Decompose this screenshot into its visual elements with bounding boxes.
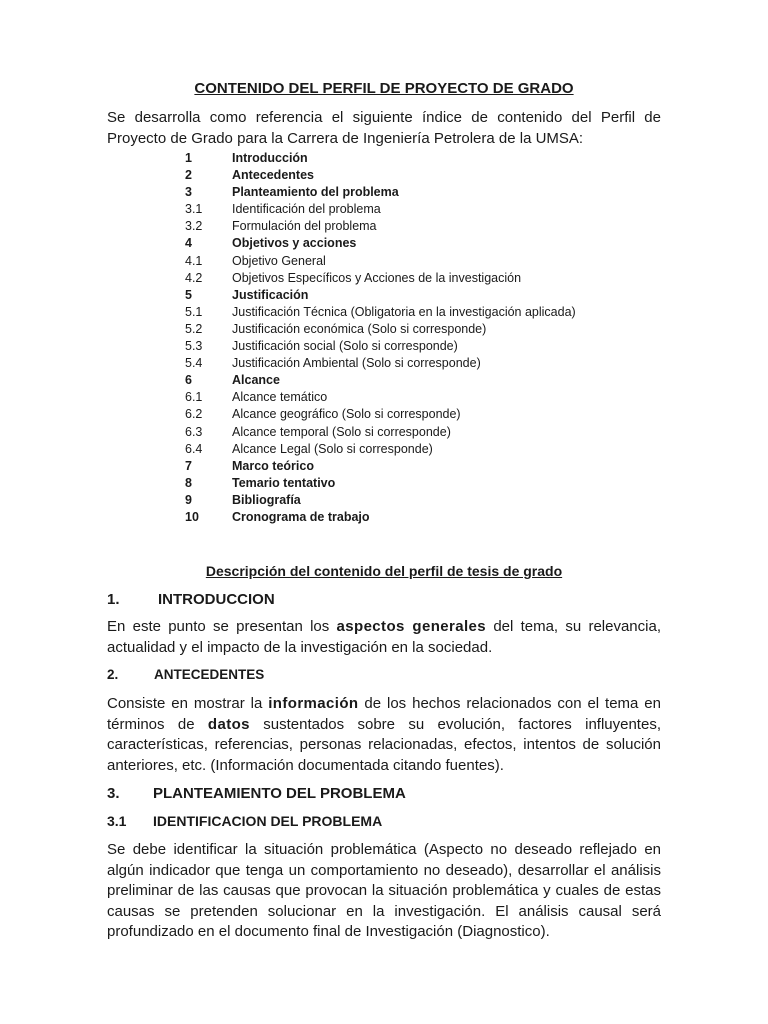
toc-item-label: Justificación económica (Solo si corresponde) (232, 321, 487, 336)
toc-item (185, 424, 665, 441)
toc-item (185, 287, 665, 304)
section-3-1-line-5: profundizado en el documento final de Investigación (Diagnostico). (107, 923, 550, 940)
section-3-1-paragraph (107, 840, 661, 943)
section-2-text: términos de (107, 715, 195, 733)
section-1-title: INTRODUCCION (158, 591, 275, 608)
document-title: CONTENIDO DEL PERFIL DE PROYECTO DE GRADO (194, 80, 574, 97)
toc-item-number: 6.4 (185, 441, 203, 456)
toc-item-number: 4 (185, 236, 192, 251)
toc-item-label: Temario tentativo (232, 475, 336, 490)
toc-item-number: 5.1 (185, 304, 203, 319)
toc-item-label: Alcance temporal (Solo si corresponde) (232, 424, 451, 439)
toc-item-number: 8 (185, 475, 192, 490)
toc-item (185, 167, 665, 184)
toc-item-label: Cronograma de trabajo (232, 509, 370, 524)
section-3-1-line-3: preliminar de las causas que provocan la situación problemática y cuales de estas (107, 882, 661, 899)
toc-item-number: 6.1 (185, 390, 203, 405)
section-2-heading (107, 667, 264, 682)
section-1-heading (107, 591, 275, 608)
toc-item-label: Identificación del problema (232, 202, 381, 217)
toc-item-number: 4.1 (185, 253, 203, 268)
toc-item-number: 6 (185, 373, 192, 388)
section-2-line-1 (107, 694, 661, 715)
toc-item-number: 1 (185, 151, 192, 165)
toc-item-number: 6.3 (185, 424, 203, 439)
toc-item (185, 304, 665, 321)
section-2-number: 2. (107, 667, 119, 682)
section-2-line-2 (107, 715, 661, 736)
section-3-1-line-4: causas se pretenden solucionar en la investigación. El análisis causal será (107, 902, 661, 920)
intro-paragraph (107, 108, 661, 149)
toc-item-number: 10 (185, 509, 199, 524)
toc-item-number: 6.2 (185, 407, 203, 422)
toc-item-number: 4.2 (185, 270, 203, 285)
toc-item-label: Formulación del problema (232, 219, 377, 234)
section-2-line-4: anteriores, etc. (Información documentada citando fuentes). (107, 756, 504, 774)
toc-item (185, 338, 665, 355)
toc-item (185, 441, 665, 458)
section-2-emphasis: información (268, 695, 359, 712)
section-1-text: En este punto se presentan los (107, 618, 330, 635)
description-subtitle: Descripción del contenido del perfil de tesis de grado (205, 563, 563, 579)
section-1-number: 1. (107, 591, 120, 608)
section-1-emphasis: aspectos generales (336, 618, 487, 635)
toc-item-label: Planteamiento del problema (232, 185, 399, 200)
toc-item-label: Alcance geográfico (Solo si corresponde) (232, 407, 461, 422)
section-3-number: 3. (107, 785, 120, 802)
toc-item (185, 355, 665, 372)
intro-line-2: Proyecto de Grado para la Carrera de Ingeniería Petrolera de la UMSA: (107, 129, 584, 147)
toc-item-number: 5.3 (185, 339, 203, 354)
toc-item (185, 389, 665, 406)
section-2-text: sustentados sobre su evolución, factores influyentes, (263, 715, 661, 733)
toc-item-number: 2 (185, 168, 192, 183)
table-of-contents (185, 150, 665, 526)
toc-item (185, 270, 665, 287)
toc-item-label: Antecedentes (232, 168, 314, 183)
toc-item-label: Objetivos y acciones (232, 236, 357, 251)
section-3-1-title: IDENTIFICACION DEL PROBLEMA (153, 813, 383, 829)
section-1-text: del tema, su relevancia, (493, 618, 661, 635)
section-3-1-line-2: algún indicador que tenga un comportamiento no deseado), desarrollar el análisis (107, 861, 661, 879)
section-3-1-number: 3.1 (107, 813, 127, 829)
toc-item (185, 458, 665, 475)
section-2-title: ANTECEDENTES (154, 667, 265, 682)
toc-item-number: 7 (185, 458, 192, 473)
toc-item-label: Justificación (232, 287, 309, 302)
toc-item (185, 492, 665, 509)
toc-item (185, 406, 665, 423)
section-1-paragraph (107, 617, 661, 658)
toc-item-label: Bibliografía (232, 492, 301, 507)
toc-item (185, 253, 665, 270)
toc-item-label: Introducción (232, 151, 308, 165)
section-2-emphasis: datos (207, 715, 250, 733)
toc-item-label: Justificación Técnica (Obligatoria en la investigación aplicada) (232, 304, 576, 319)
toc-item-number: 9 (185, 492, 192, 507)
toc-item (185, 321, 665, 338)
toc-item (185, 184, 665, 201)
toc-item-label: Objetivo General (232, 253, 326, 268)
toc-item-number: 3 (185, 185, 192, 200)
toc-item (185, 150, 665, 167)
section-3-heading (107, 785, 406, 802)
toc-item-label: Alcance Legal (Solo si corresponde) (232, 441, 433, 456)
toc-item (185, 201, 665, 218)
toc-item-number: 3.2 (185, 219, 203, 234)
toc-item-label: Alcance temático (232, 390, 328, 405)
section-3-1-line-1: Se debe identificar la situación problemática (Aspecto no deseado reflejado en (107, 841, 661, 858)
section-3-1-heading (107, 813, 382, 829)
toc-item-number: 5.2 (185, 321, 203, 336)
section-1-line-1 (107, 617, 661, 638)
section-2-line-3: características, referencias, personas relacionadas, efectos, intentos de solución (107, 736, 661, 753)
toc-item (185, 475, 665, 492)
toc-item (185, 509, 665, 526)
section-2-text: Consiste en mostrar la (107, 695, 263, 712)
toc-item-number: 3.1 (185, 202, 203, 217)
section-2-paragraph (107, 694, 661, 776)
toc-item-number: 5 (185, 287, 192, 302)
toc-item-number: 5.4 (185, 356, 203, 371)
toc-item (185, 372, 665, 389)
section-2-text: de los hechos relacionados con el tema en (364, 695, 661, 712)
section-3-title: PLANTEAMIENTO DEL PROBLEMA (153, 785, 406, 802)
toc-item (185, 235, 665, 252)
intro-line-1: Se desarrolla como referencia el siguiente índice de contenido del Perfil de (107, 109, 661, 126)
toc-item-label: Objetivos Específicos y Acciones de la investigación (232, 270, 522, 285)
toc-item-label: Alcance (232, 373, 280, 388)
toc-item-label: Marco teórico (232, 458, 314, 473)
toc-item-label: Justificación social (Solo si corresponde) (232, 339, 458, 354)
toc-item-label: Justificación Ambiental (Solo si corresponde) (232, 356, 481, 371)
section-1-line-2: actualidad y el impacto de la investigación en la sociedad. (107, 638, 493, 656)
toc-item (185, 218, 665, 235)
